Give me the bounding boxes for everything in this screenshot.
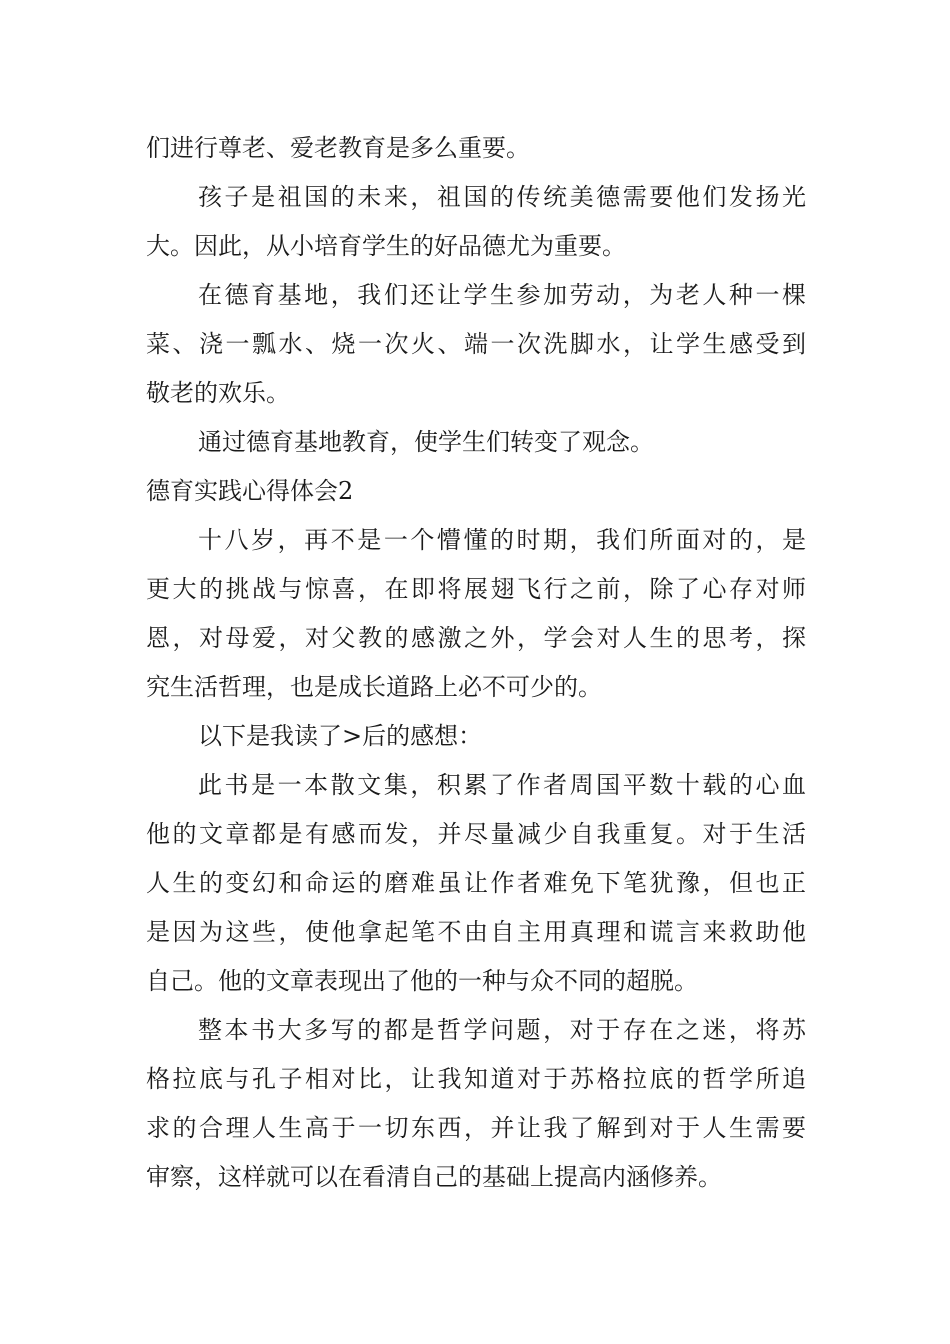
line-text: 大。因此，从小培育学生的好品德尤为重要。 bbox=[146, 232, 626, 260]
line-text: 菜、浇一瓢水、烧一次火、端一次洗脚水，让学生感受到 bbox=[146, 330, 806, 358]
line-text: 十八岁，再不是一个懵懂的时期，我们所面对的，是 bbox=[198, 526, 806, 554]
line-text: 审察，这样就可以在看清自己的基础上提高内涵修养。 bbox=[146, 1163, 722, 1191]
text-line bbox=[146, 124, 806, 173]
line-text: 自己。他的文章表现出了他的一种与众不同的超脱。 bbox=[146, 967, 698, 995]
text-line bbox=[146, 957, 806, 1006]
line-text: 究生活哲理，也是成长道路上必不可少的。 bbox=[146, 673, 602, 701]
paragraph-first-line bbox=[146, 761, 806, 810]
line-text: 整本书大多写的都是哲学问题，对于存在之迷，将苏 bbox=[198, 1016, 806, 1044]
text-line bbox=[146, 810, 806, 859]
text-line bbox=[146, 369, 806, 418]
text-line bbox=[146, 565, 806, 614]
line-text: 他的文章都是有感而发，并尽量减少自我重复。对于生活 bbox=[146, 820, 806, 848]
heading-text: 德育实践心得体会2 bbox=[146, 477, 354, 505]
text-line bbox=[146, 320, 806, 369]
line-text: 敬老的欢乐。 bbox=[146, 379, 290, 407]
paragraph-first-line bbox=[146, 173, 806, 222]
paragraph-first-line bbox=[146, 1006, 806, 1055]
line-text: 求的合理人生高于一切东西，并让我了解到对于人生需要 bbox=[146, 1114, 806, 1142]
line-text: 在德育基地，我们还让学生参加劳动，为老人种一棵 bbox=[198, 281, 806, 309]
line-text: 们进行尊老、爱老教育是多么重要。 bbox=[146, 134, 530, 162]
text-line bbox=[146, 1153, 806, 1202]
text-line bbox=[146, 222, 806, 271]
text-line bbox=[146, 663, 806, 712]
paragraph-first-line bbox=[146, 418, 806, 467]
text-line bbox=[146, 1055, 806, 1104]
line-text: 此书是一本散文集，积累了作者周国平数十载的心血 bbox=[198, 771, 806, 799]
section-heading bbox=[146, 467, 806, 516]
document-body bbox=[146, 124, 806, 1202]
line-text: 人生的变幻和命运的磨难虽让作者难免下笔犹豫，但也正 bbox=[146, 869, 806, 897]
paragraph-first-line bbox=[146, 271, 806, 320]
line-text: 恩，对母爱，对父教的感激之外，学会对人生的思考，探 bbox=[146, 624, 806, 652]
line-text: 以下是我读了>后的感想： bbox=[198, 722, 483, 750]
paragraph-first-line bbox=[146, 516, 806, 565]
line-text: 孩子是祖国的未来，祖国的传统美德需要他们发扬光 bbox=[198, 183, 806, 211]
line-text: 更大的挑战与惊喜，在即将展翅飞行之前，除了心存对师 bbox=[146, 575, 806, 603]
line-text: 是因为这些，使他拿起笔不由自主用真理和谎言来救助他 bbox=[146, 918, 806, 946]
text-line bbox=[146, 1104, 806, 1153]
line-text: 格拉底与孔子相对比，让我知道对于苏格拉底的哲学所追 bbox=[146, 1065, 806, 1093]
paragraph-first-line bbox=[146, 712, 806, 761]
text-line bbox=[146, 908, 806, 957]
text-line bbox=[146, 614, 806, 663]
line-text: 通过德育基地教育，使学生们转变了观念。 bbox=[198, 428, 654, 456]
text-line bbox=[146, 859, 806, 908]
